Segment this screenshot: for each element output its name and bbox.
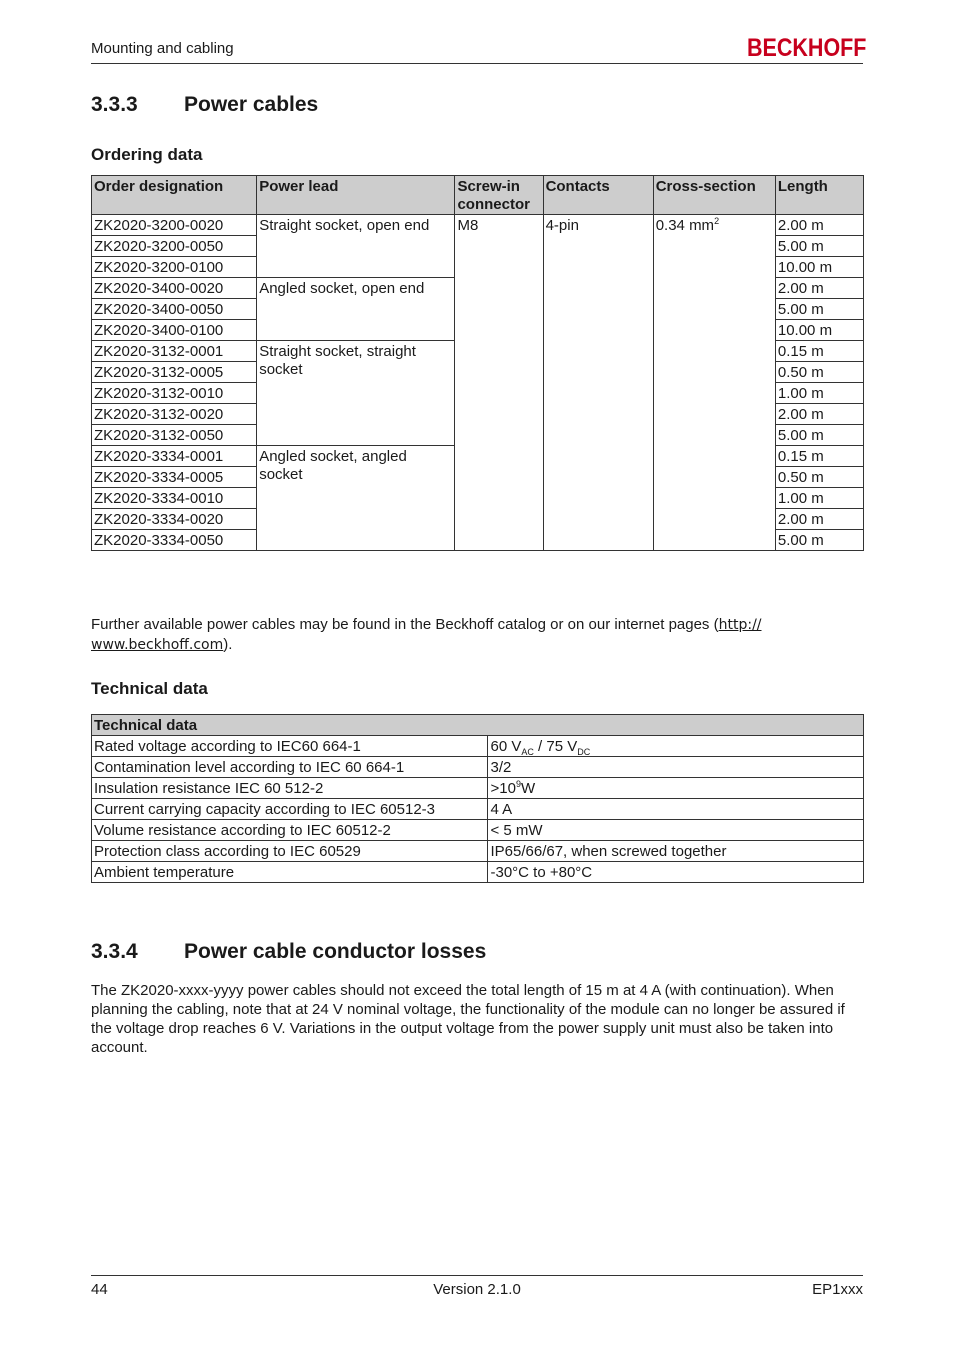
table-row xyxy=(92,799,864,820)
order-designation-cell: ZK2020-3132-0005 xyxy=(92,362,257,383)
product-name: EP1xxx xyxy=(812,1281,863,1298)
table-row xyxy=(92,862,864,883)
table-row xyxy=(92,820,864,841)
power-lead-cell: Angled socket, open end xyxy=(257,278,455,341)
ordering-table xyxy=(91,175,864,551)
col-header: Length xyxy=(775,176,863,215)
col-header: Screw-in connector xyxy=(455,176,543,215)
table-row xyxy=(92,736,864,757)
document-version: Version 2.1.0 xyxy=(433,1281,521,1298)
technical-label: Current carrying capacity according to IEC 60512-3 xyxy=(92,799,488,820)
length-cell: 0.50 m xyxy=(775,362,863,383)
value-part: >10 xyxy=(490,780,516,797)
length-cell: 10.00 m xyxy=(775,257,863,278)
technical-table xyxy=(91,714,864,883)
power-lead-cell: Straight socket, straight socket xyxy=(257,341,455,446)
length-cell: 2.00 m xyxy=(775,278,863,299)
technical-value: -30°C to +80°C xyxy=(488,862,864,883)
technical-heading: Technical data xyxy=(91,679,208,698)
table-row xyxy=(92,778,864,799)
section-heading-power-cables xyxy=(91,93,318,117)
technical-label: Protection class according to IEC 60529 xyxy=(92,841,488,862)
page-number: 44 xyxy=(91,1281,108,1298)
cross-section-exponent: 2 xyxy=(714,216,720,226)
order-designation-cell: ZK2020-3334-0050 xyxy=(92,530,257,551)
order-designation-cell: ZK2020-3400-0020 xyxy=(92,278,257,299)
length-cell: 5.00 m xyxy=(775,299,863,320)
length-cell: 1.00 m xyxy=(775,383,863,404)
section-title: Power cable conductor losses xyxy=(184,940,487,963)
length-cell: 2.00 m xyxy=(775,215,863,236)
order-designation-cell: ZK2020-3200-0020 xyxy=(92,215,257,236)
length-cell: 2.00 m xyxy=(775,509,863,530)
note-end: ). xyxy=(223,636,233,653)
value-part: / 75 V xyxy=(533,738,578,755)
cross-section-value: 0.34 mm xyxy=(655,217,715,234)
length-cell: 0.50 m xyxy=(775,467,863,488)
length-cell: 0.15 m xyxy=(775,446,863,467)
order-designation-cell: ZK2020-3400-0100 xyxy=(92,320,257,341)
technical-label: Contamination level according to IEC 60 664-1 xyxy=(92,757,488,778)
length-cell: 5.00 m xyxy=(775,425,863,446)
technical-label: Rated voltage according to IEC60 664-1 xyxy=(92,736,488,757)
value-part: 60 V xyxy=(490,738,522,755)
length-cell: 5.00 m xyxy=(775,530,863,551)
section-number: 3.3.4 xyxy=(91,940,138,963)
technical-value: 3/2 xyxy=(488,757,864,778)
technical-table-header: Technical data xyxy=(92,715,864,736)
length-cell: 5.00 m xyxy=(775,236,863,257)
technical-value xyxy=(488,778,864,799)
value-part: W xyxy=(520,780,536,797)
order-designation-cell: ZK2020-3132-0020 xyxy=(92,404,257,425)
section-number: 3.3.3 xyxy=(91,93,138,116)
technical-label: Volume resistance according to IEC 60512-2 xyxy=(92,820,488,841)
order-designation-cell: ZK2020-3200-0100 xyxy=(92,257,257,278)
losses-paragraph: The ZK2020-xxxx-yyyy power cables should not exceed the total length of 15 m at 4 A (with continuation). When planning the cabling, note that at 24 V nominal voltage, the functionality of the module can no longer be assured if the voltage drop reaches 6 V. Variations in the output voltage from the power supply unit must also be taken into account. xyxy=(91,982,845,1056)
order-designation-cell: ZK2020-3132-0010 xyxy=(92,383,257,404)
running-header: Mounting and cabling xyxy=(91,40,234,57)
order-designation-cell: ZK2020-3200-0050 xyxy=(92,236,257,257)
section-heading-conductor-losses xyxy=(91,940,486,964)
col-header: Order designation xyxy=(92,176,257,215)
note-text: Further available power cables may be found in the Beckhoff catalog or on our internet pages ( xyxy=(91,616,719,633)
col-header: Cross-section xyxy=(653,176,775,215)
header-rule xyxy=(91,63,863,64)
power-lead-cell: Angled socket, angled socket xyxy=(257,446,455,551)
beckhoff-logo: BECKHOFF xyxy=(747,34,867,62)
order-designation-cell: ZK2020-3334-0001 xyxy=(92,446,257,467)
further-cables-note xyxy=(91,615,863,655)
order-designation-cell: ZK2020-3400-0050 xyxy=(92,299,257,320)
order-designation-cell: ZK2020-3132-0050 xyxy=(92,425,257,446)
technical-value xyxy=(488,736,864,757)
beckhoff-link-part1[interactable]: http:// xyxy=(718,617,762,633)
technical-label: Ambient temperature xyxy=(92,862,488,883)
order-designation-cell: ZK2020-3132-0001 xyxy=(92,341,257,362)
power-lead-cell: Straight socket, open end xyxy=(257,215,455,278)
col-header: Power lead xyxy=(257,176,455,215)
table-row xyxy=(92,841,864,862)
length-cell: 2.00 m xyxy=(775,404,863,425)
order-designation-cell: ZK2020-3334-0005 xyxy=(92,467,257,488)
connector-cell: M8 xyxy=(455,215,543,551)
footer-rule xyxy=(91,1275,863,1276)
value-part: DC xyxy=(577,747,591,757)
contacts-cell: 4-pin xyxy=(543,215,653,551)
col-header: Contacts xyxy=(543,176,653,215)
technical-value: < 5 mW xyxy=(488,820,864,841)
table-row xyxy=(92,215,864,236)
length-cell: 0.15 m xyxy=(775,341,863,362)
length-cell: 1.00 m xyxy=(775,488,863,509)
cross-section-cell xyxy=(653,215,775,551)
order-designation-cell: ZK2020-3334-0020 xyxy=(92,509,257,530)
order-designation-cell: ZK2020-3334-0010 xyxy=(92,488,257,509)
ordering-heading: Ordering data xyxy=(91,145,203,164)
section-title: Power cables xyxy=(184,93,319,116)
length-cell: 10.00 m xyxy=(775,320,863,341)
ordering-header-row xyxy=(92,176,864,215)
table-row xyxy=(92,757,864,778)
technical-label: Insulation resistance IEC 60 512-2 xyxy=(92,778,488,799)
technical-value: IP65/66/67, when screwed together xyxy=(488,841,864,862)
value-part: 9 xyxy=(515,779,521,789)
value-part: AC xyxy=(521,747,534,757)
technical-value: 4 A xyxy=(488,799,864,820)
beckhoff-link-part2[interactable]: www.beckhoff.com xyxy=(91,637,224,653)
